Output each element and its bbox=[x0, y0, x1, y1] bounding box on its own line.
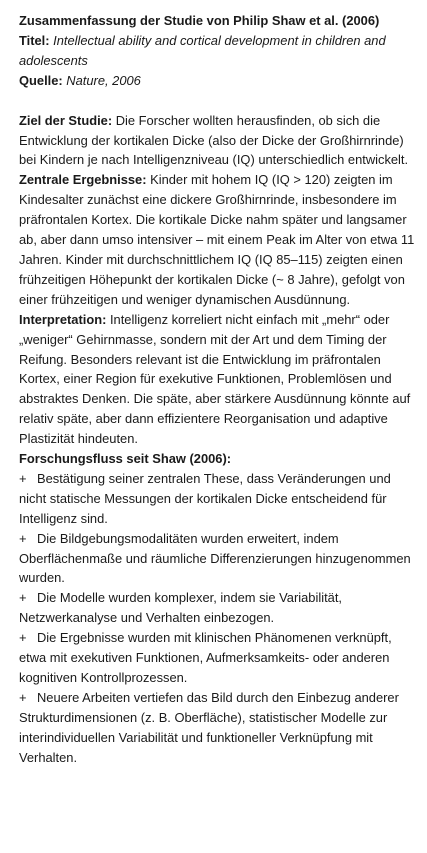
list-item bbox=[19, 628, 415, 688]
list-item-text: Die Bildgebungsmodalitäten wurden erweitert, indem Oberflächenmaße und räumliche Differenzierungen hinzugenommen wurden. bbox=[19, 530, 411, 586]
ergebnisse-text: Kinder mit hohem IQ (IQ > 120) zeigten im Kindesalter zunächst eine dickere Großhirnrinde, insbesondere im präfrontalen Kortex. Die kortikale Dicke nahm später und langsamer ab, aber dann umso intensiver – mit einem Peak im Alter von etwa 11 Jahren. Kinder mit durchschnittlichem IQ (IQ 85–115) zeigten einen frühzeitigen Höhepunkt der kortikalen Dicke (~ 8 Jahre), gefolgt von einer frühzeitigen und weniger dynamischen Ausdünnung. bbox=[19, 172, 415, 307]
interpretation-text: Intelligenz korreliert nicht einfach mit „mehr“ oder „weniger“ Gehirnmasse, sondern mit der Art und dem Timing der Reifung. Besonders relevant ist die Entwicklung im präfrontalen Kortex, einer Region für exekutive Funktionen, Problemlösen und abstraktes Denken. Die späte, aber stärkere Ausdünnung könnte auf relativ späte, aber dann effizientere Reorganisation und adaptive Plastizität hindeuten. bbox=[19, 311, 411, 447]
titel-label: Titel: bbox=[19, 32, 50, 48]
quelle-line bbox=[19, 71, 415, 91]
list-item bbox=[19, 688, 415, 768]
titel-line bbox=[19, 31, 415, 71]
list-item-text: Neuere Arbeiten vertiefen das Bild durch den Einbezug anderer Strukturdimensionen (z. B. Oberfläche), statistischer Modelle zur interindividuellen Variabilität und funktioneller Verknüpfung mit Verhalten. bbox=[19, 689, 399, 765]
ergebnisse-label: Zentrale Ergebnisse: bbox=[19, 172, 147, 188]
plus-icon: + bbox=[19, 689, 27, 705]
ziel-section bbox=[19, 111, 415, 171]
document-title: Zusammenfassung der Studie von Philip Shaw et al. (2006) bbox=[19, 13, 380, 28]
interpretation-label: Interpretation: bbox=[19, 311, 107, 327]
forschungsfluss-heading: Forschungsfluss seit Shaw (2006): bbox=[19, 451, 232, 467]
list-item-text: Bestätigung seiner zentralen These, dass Veränderungen und nicht statische Messungen der kortikalen Dicke entscheidend für Intelligenz sind. bbox=[19, 470, 391, 526]
ergebnisse-section bbox=[19, 170, 415, 309]
spacer bbox=[19, 91, 415, 111]
titel-value: Intellectual ability and cortical development in children and adolescents bbox=[19, 32, 386, 68]
interpretation-section bbox=[19, 310, 415, 449]
quelle-value: Nature, 2006 bbox=[66, 72, 141, 88]
list-item bbox=[19, 529, 415, 589]
ziel-label: Ziel der Studie: bbox=[19, 112, 113, 128]
plus-icon: + bbox=[19, 590, 27, 606]
plus-icon: + bbox=[19, 470, 27, 486]
plus-icon: + bbox=[19, 630, 27, 646]
plus-icon: + bbox=[19, 530, 27, 546]
forschungsfluss-list bbox=[19, 469, 415, 768]
list-item-text: Die Ergebnisse wurden mit klinischen Phänomenen verknüpft, etwa mit exekutiven Funktionen, Aufmerksamkeits- oder anderen kognitiven Kontrollprozessen. bbox=[19, 630, 392, 685]
quelle-label: Quelle: bbox=[19, 72, 63, 88]
ziel-text: Die Forscher wollten herausfinden, ob sich die Entwicklung der kortikalen Dicke (also der Dicke der Großhirnrinde) bei Kindern je nach Intelligenzniveau (IQ) unterschiedlich entwickelt. bbox=[19, 112, 409, 168]
list-item bbox=[19, 469, 415, 529]
list-item-text: Die Modelle wurden komplexer, indem sie Variabilität, Netzwerkanalyse und Verhalten einbezogen. bbox=[19, 590, 342, 626]
list-item bbox=[19, 588, 415, 628]
